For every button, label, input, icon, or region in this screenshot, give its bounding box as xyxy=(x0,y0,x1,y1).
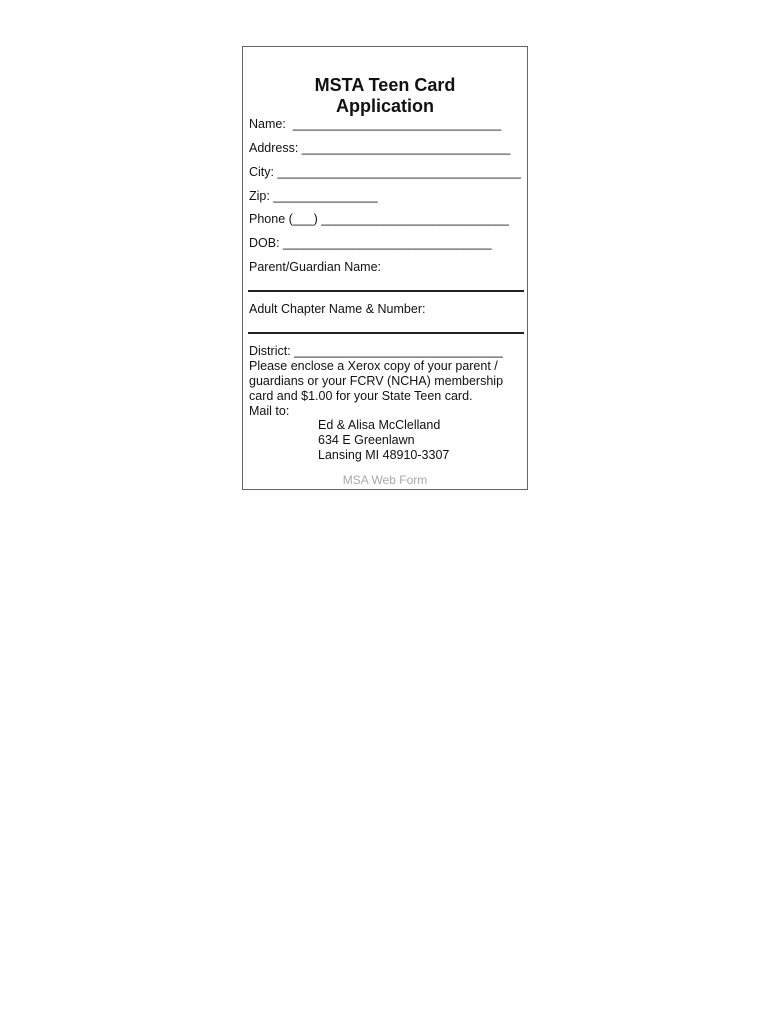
dob-field[interactable]: DOB: ______________________________ xyxy=(249,236,492,250)
form-footer: MSA Web Form xyxy=(342,473,428,487)
form-title-line-1: MSTA Teen Card xyxy=(314,75,456,95)
name-field[interactable]: Name: ______________________________ xyxy=(249,117,502,131)
instructions-line-1: Please enclose a Xerox copy of your parent / xyxy=(249,359,498,373)
parent-guardian-name-rule[interactable] xyxy=(248,290,524,292)
mail-to-label: Mail to: xyxy=(249,404,290,418)
mail-address-street: 634 E Greenlawn xyxy=(318,433,415,447)
adult-chapter-label: Adult Chapter Name & Number: xyxy=(249,302,426,316)
city-field[interactable]: City: ___________________________________ xyxy=(249,165,521,179)
parent-guardian-name-label: Parent/Guardian Name: xyxy=(249,260,382,274)
mail-address-name: Ed & Alisa McClelland xyxy=(318,418,441,432)
zip-field[interactable]: Zip: _______________ xyxy=(249,189,378,203)
adult-chapter-rule[interactable] xyxy=(248,332,524,334)
teen-card-application-form xyxy=(242,46,528,490)
mail-address-city: Lansing MI 48910-3307 xyxy=(318,448,450,462)
instructions-line-2: guardians or your FCRV (NCHA) membership xyxy=(249,374,504,388)
instructions-line-3: card and $1.00 for your State Teen card. xyxy=(249,389,473,403)
phone-field[interactable]: Phone (___) ___________________________ xyxy=(249,212,509,226)
address-field[interactable]: Address: ______________________________ xyxy=(249,141,511,155)
district-field[interactable]: District: ______________________________ xyxy=(249,344,503,358)
form-title-line-2: Application xyxy=(336,96,434,116)
